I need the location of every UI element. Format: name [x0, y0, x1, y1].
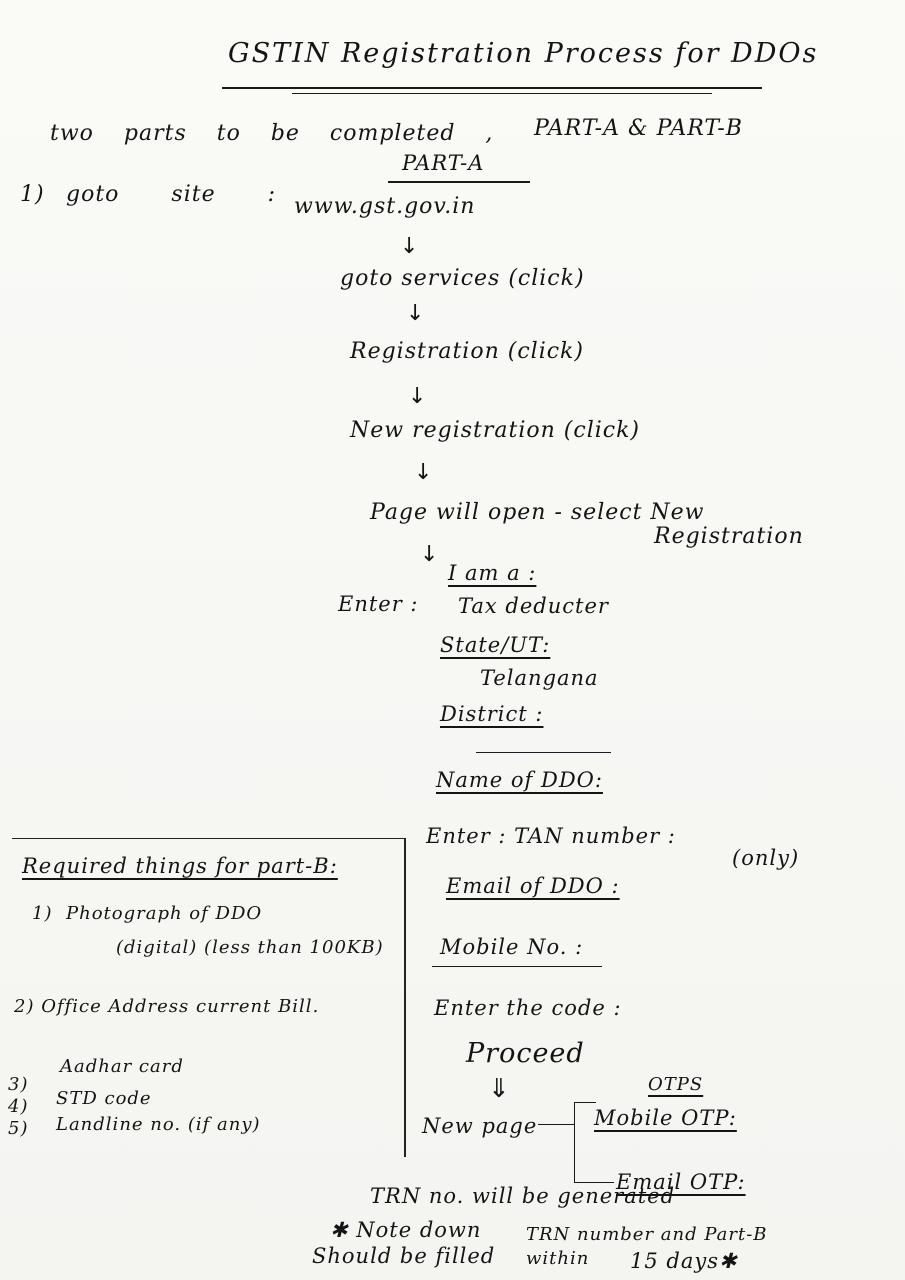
required-item1-detail: (digital) (less than 100KB): [116, 937, 384, 958]
trn-number-part-b: TRN number and Part-B: [526, 1224, 768, 1245]
enter-label: Enter :: [338, 592, 419, 616]
required-item4: STD code: [56, 1088, 152, 1109]
required-item1-number: 1): [32, 903, 53, 924]
tax-deducter-value: Tax deducter: [458, 594, 609, 618]
i-am-a-label: I am a :: [448, 561, 537, 585]
required-item3-number: 3): [8, 1074, 29, 1095]
name-of-ddo-label: Name of DDO:: [436, 768, 603, 792]
title-underline: [222, 87, 762, 89]
step-registration: Registration (click): [350, 339, 584, 364]
required-item4-number: 4): [8, 1096, 29, 1117]
flow-arrow-1: ↓: [400, 234, 419, 259]
email-of-ddo-label: Email of DDO :: [446, 874, 620, 898]
proceed-arrow: ⇓: [488, 1074, 510, 1104]
state-value: Telangana: [480, 666, 599, 690]
new-page-connector: [538, 1124, 574, 1125]
flow-arrow-2: ↓: [406, 301, 425, 326]
title-underline-secondary: [292, 93, 712, 94]
trn-generated-note: TRN no. will be generated: [370, 1184, 676, 1208]
tan-number-label: Enter : TAN number :: [426, 824, 676, 848]
required-item1: Photograph of DDO: [66, 903, 263, 924]
email-otp-label: Email OTP:: [616, 1170, 746, 1194]
required-item5: Landline no. (if any): [56, 1114, 261, 1135]
page-title: GSTIN Registration Process for DDOs: [228, 38, 819, 69]
gst-url: www.gst.gov.in: [294, 194, 476, 219]
intro-parts: PART-A & PART-B: [534, 116, 743, 141]
flow-arrow-5: ↓: [420, 542, 439, 567]
flow-arrow-4: ↓: [414, 460, 433, 485]
part-a-heading: PART-A: [402, 151, 485, 175]
otp-bracket-top: [574, 1102, 596, 1103]
note-down: ✱ Note down: [330, 1218, 482, 1242]
tan-only-note: (only): [732, 846, 800, 870]
step-registration-word: Registration: [654, 524, 804, 549]
required-item2: 2) Office Address current Bill.: [14, 996, 320, 1017]
mobile-underline: [432, 966, 602, 967]
mobile-otp-label: Mobile OTP:: [594, 1106, 737, 1130]
district-blank-line: [476, 752, 611, 753]
proceed-label: Proceed: [466, 1038, 585, 1069]
should-be-filled: Should be filled: [312, 1244, 496, 1268]
mobile-no-label: Mobile No. :: [440, 935, 584, 959]
step-new-registration: New registration (click): [350, 418, 641, 443]
step-services: goto services (click): [340, 266, 585, 291]
part-a-underline: [388, 181, 530, 183]
flow-arrow-3: ↓: [408, 384, 427, 409]
step-page-open: Page will open - select New: [370, 500, 705, 525]
required-item3: Aadhar card: [60, 1056, 184, 1077]
otp-bracket: [574, 1102, 575, 1182]
new-page-label: New page: [422, 1114, 538, 1138]
step1-text: goto site :: [66, 182, 276, 207]
otps-heading: OTPS: [648, 1074, 704, 1095]
state-ut-label: State/UT:: [440, 633, 551, 657]
required-heading: Required things for part-B:: [22, 854, 338, 878]
intro-text: two parts to be completed ,: [50, 121, 494, 146]
enter-code-label: Enter the code :: [434, 996, 622, 1020]
otp-bracket-bottom: [574, 1182, 614, 1183]
fifteen-days: 15 days✱: [630, 1249, 738, 1273]
step1-number: 1): [20, 182, 45, 207]
required-item5-number: 5): [8, 1118, 29, 1139]
within-label: within: [526, 1248, 590, 1269]
district-label: District :: [440, 702, 544, 726]
